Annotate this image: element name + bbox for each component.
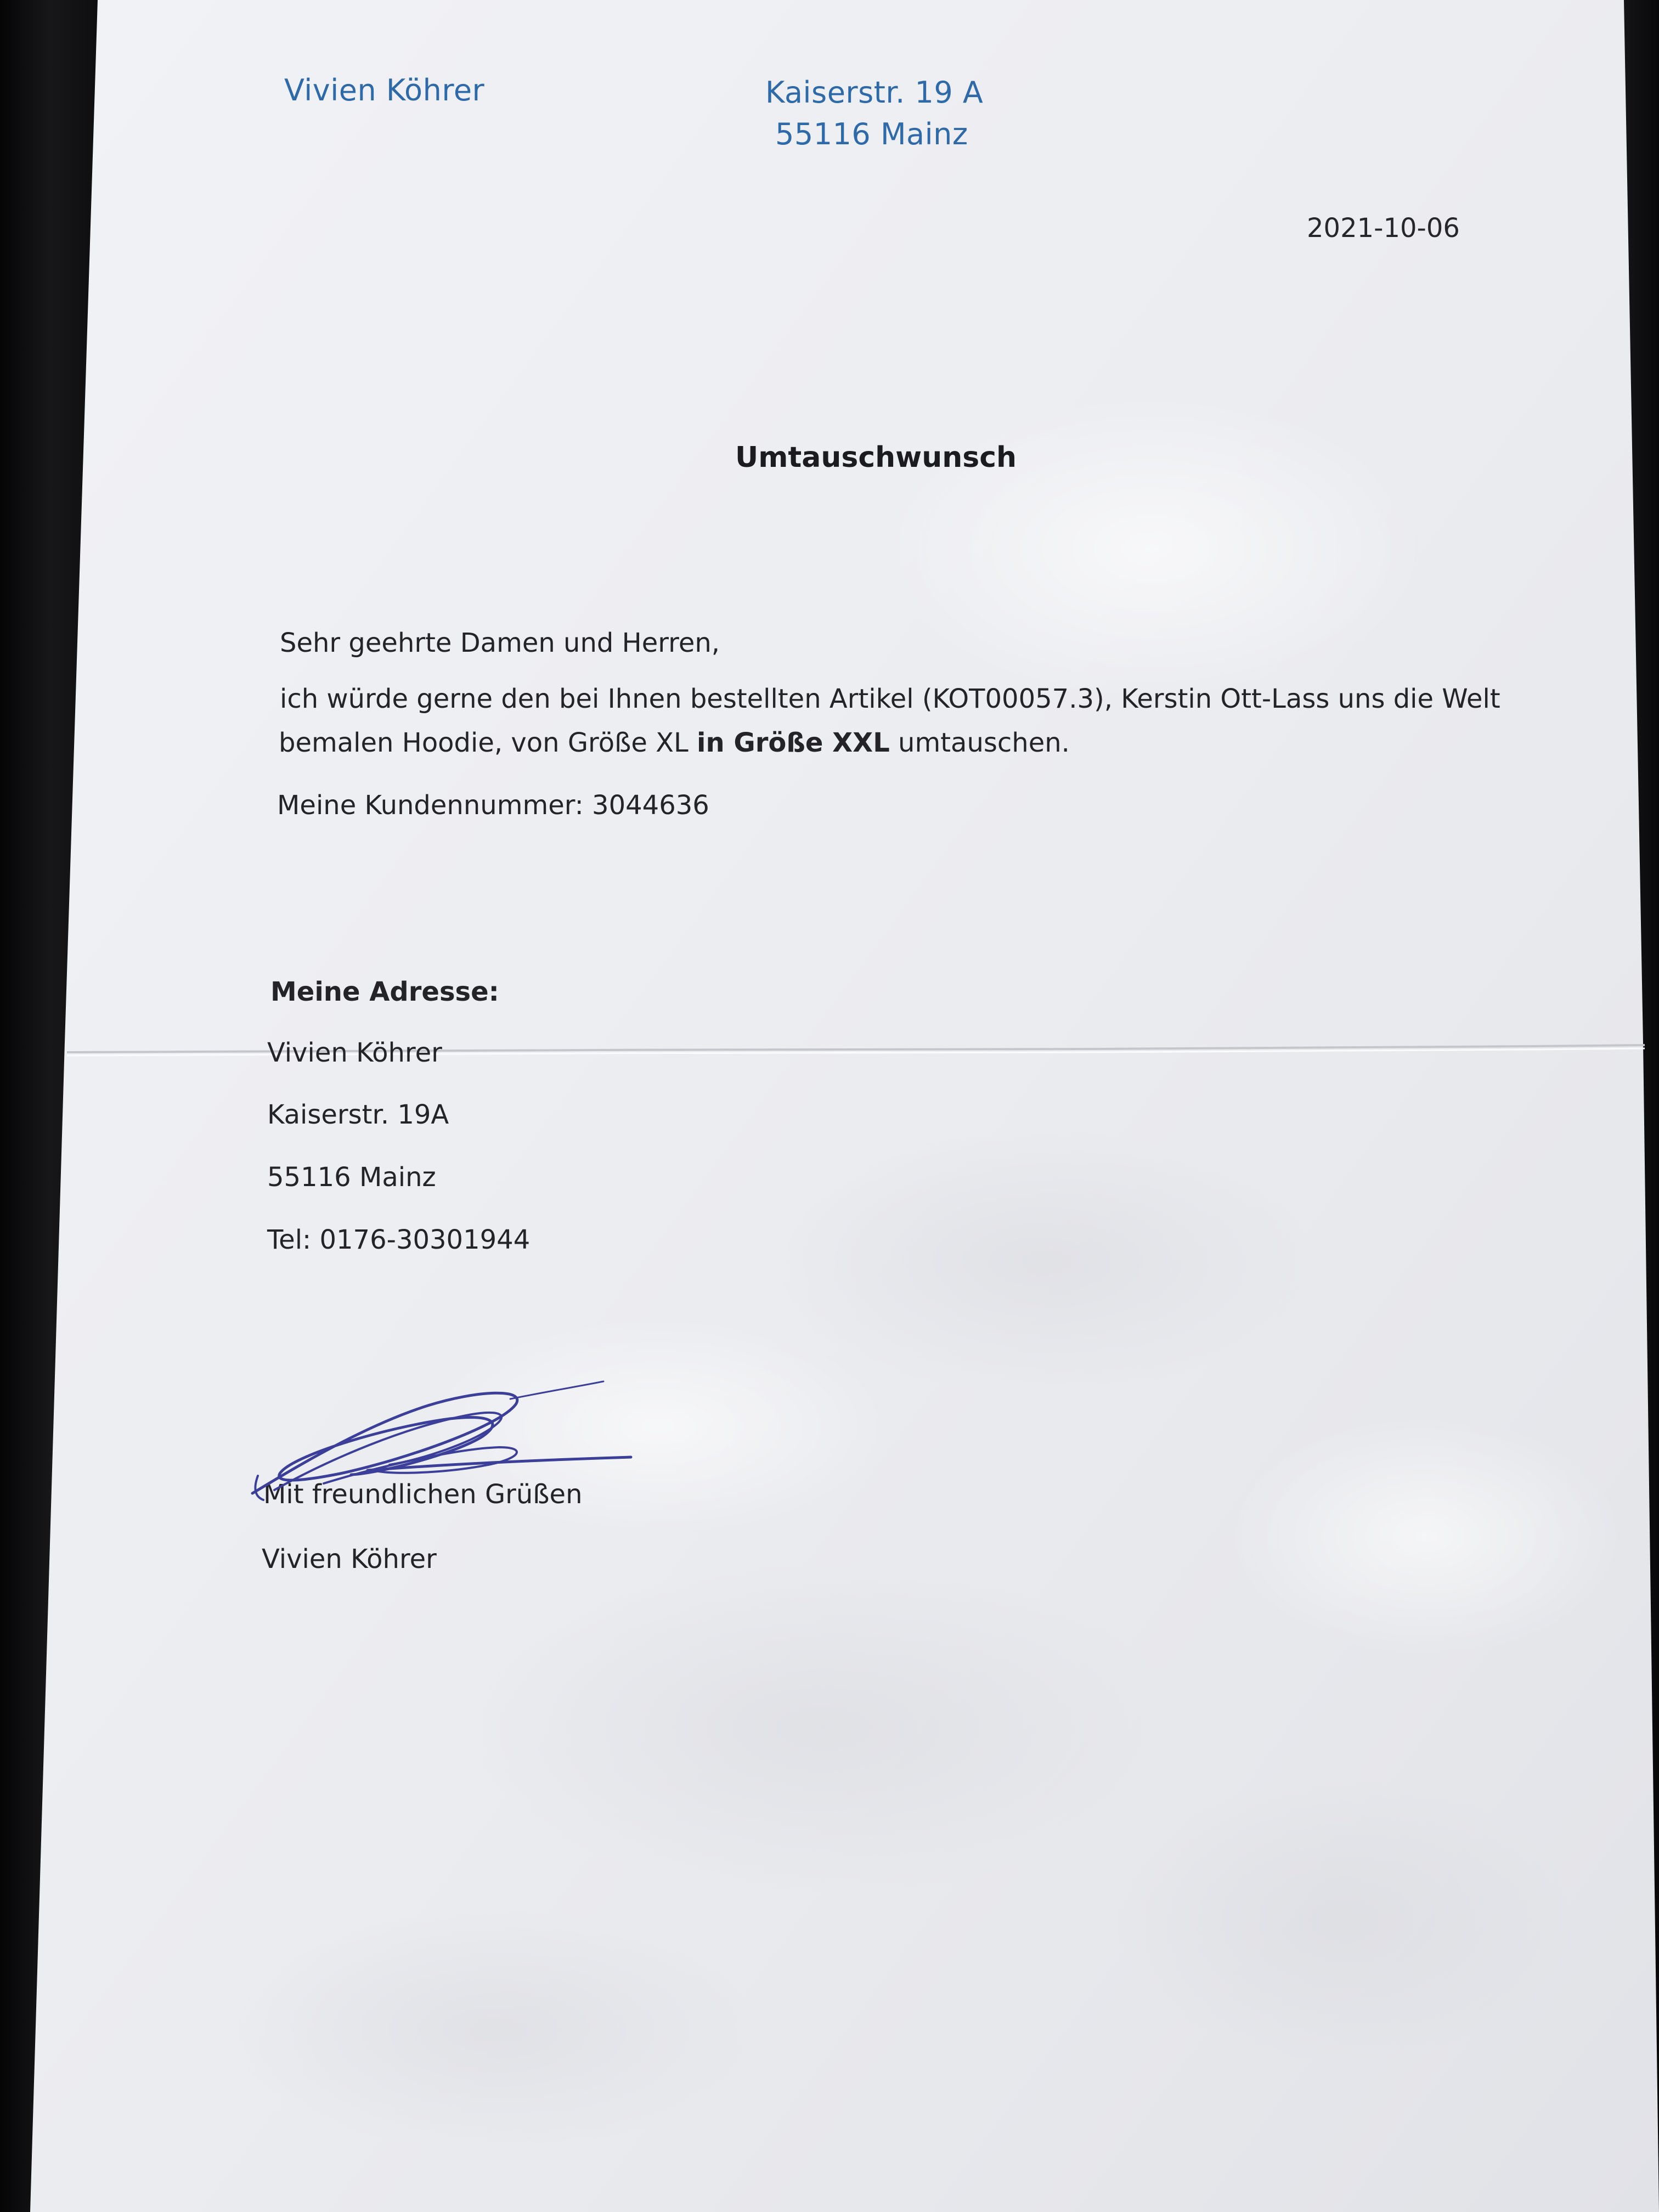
sender-name: Vivien Köhrer xyxy=(284,73,485,108)
address-city: 55116 Mainz xyxy=(267,1162,436,1193)
address-street: Kaiserstr. 19A xyxy=(267,1099,449,1130)
body-line-2-bold: in Größe XXL xyxy=(697,727,890,758)
sender-city: 55116 Mainz xyxy=(775,117,968,151)
sender-street: Kaiserstr. 19 A xyxy=(765,75,984,110)
body-line-2-end: umtauschen. xyxy=(889,727,1070,758)
address-phone: Tel: 0176-30301944 xyxy=(267,1224,531,1255)
address-name: Vivien Köhrer xyxy=(267,1037,442,1068)
handwritten-signature xyxy=(241,1366,642,1509)
address-heading: Meine Adresse: xyxy=(270,977,499,1007)
body-line-2 xyxy=(279,727,1070,758)
letter-date: 2021-10-06 xyxy=(1307,213,1460,244)
body-line-1: ich würde gerne den bei Ihnen bestellten Artikel (KOT00057.3), Kerstin Ott-Lass uns die Welt xyxy=(280,684,1500,714)
body-line-2-start: bemalen Hoodie, von Größe XL xyxy=(279,727,697,758)
letter-subject: Umtauschwunsch xyxy=(735,441,1017,474)
closing: Mit freundlichen Grüßen xyxy=(263,1479,583,1510)
closing-name: Vivien Köhrer xyxy=(262,1544,437,1575)
customer-number: Meine Kundennummer: 3044636 xyxy=(277,790,709,821)
salutation: Sehr geehrte Damen und Herren, xyxy=(280,628,720,658)
